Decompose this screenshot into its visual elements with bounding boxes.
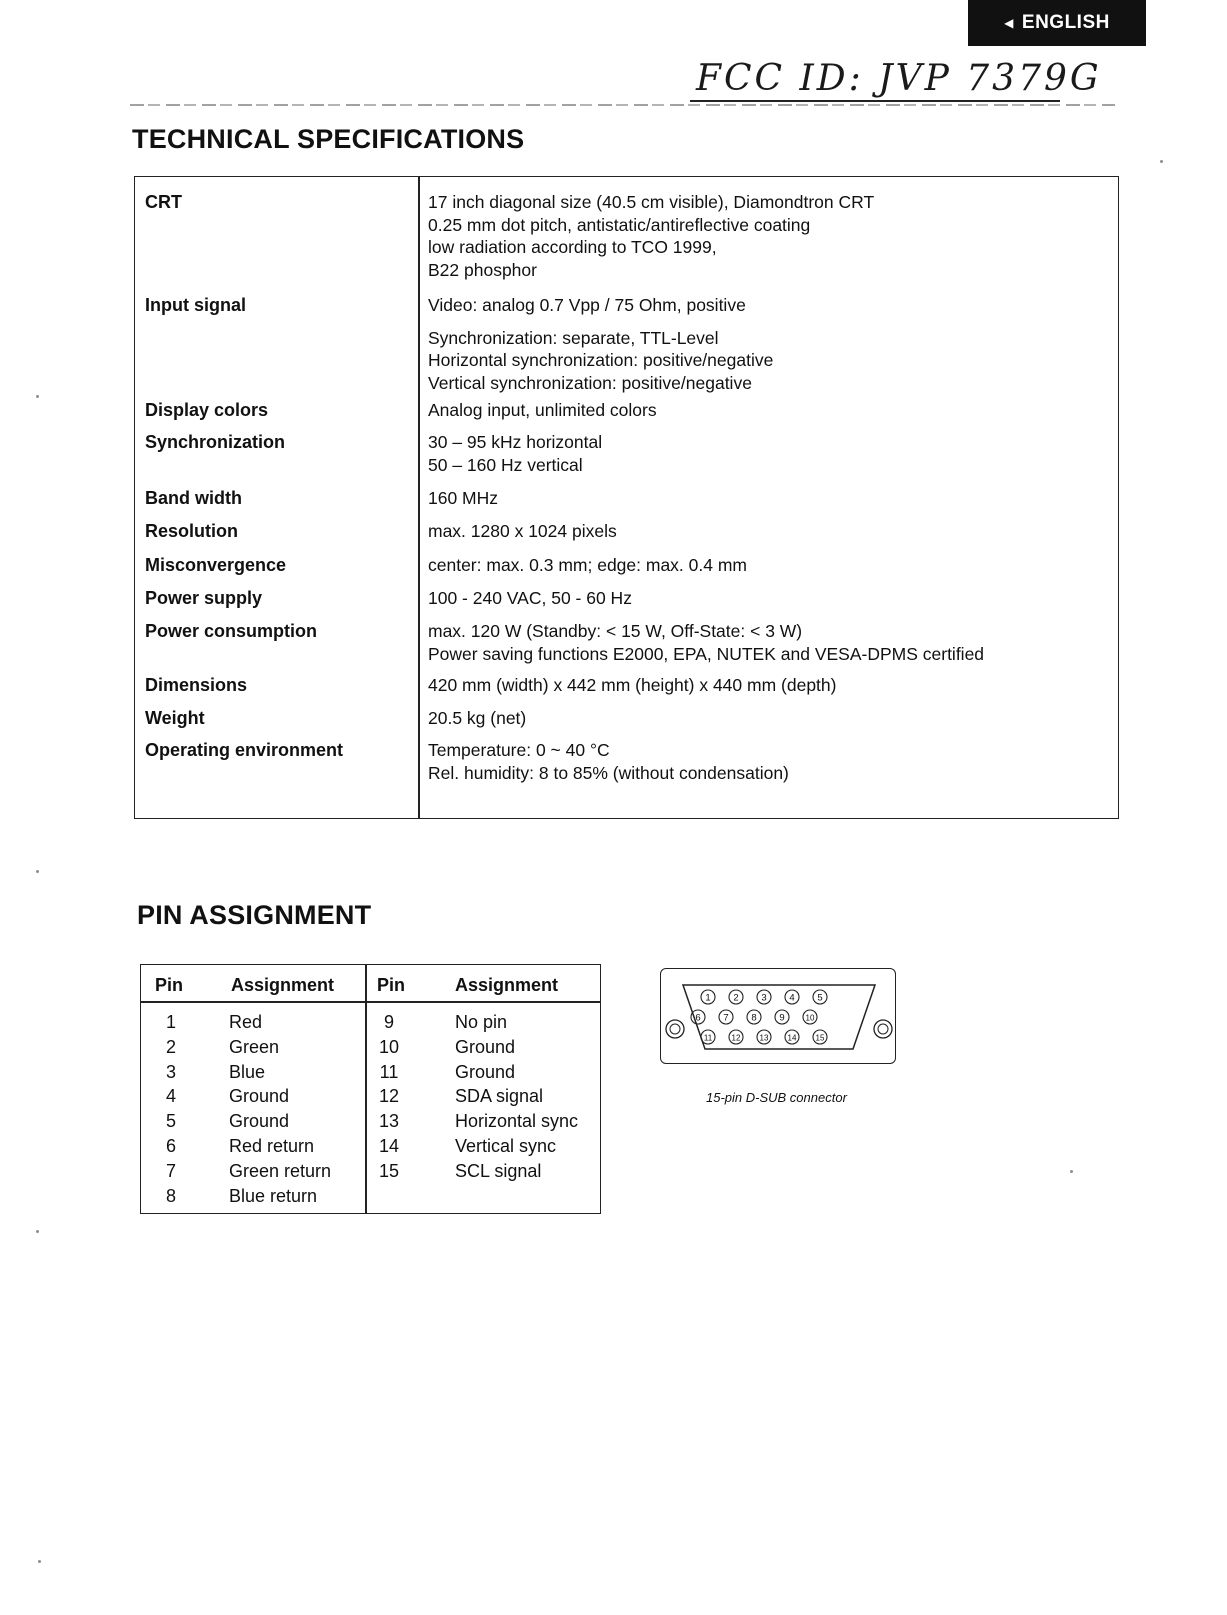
spec-value-line: 30 – 95 kHz horizontal xyxy=(428,432,603,452)
connector-pin-number: 3 xyxy=(761,992,767,1004)
scan-speck xyxy=(36,870,39,873)
scan-speck xyxy=(38,1560,41,1563)
spec-value-line: 17 inch diagonal size (40.5 cm visible), Diamondtron CRT xyxy=(428,192,875,212)
pin-table xyxy=(140,964,601,1214)
spec-table xyxy=(134,176,1119,819)
spec-label: Dimensions xyxy=(145,675,248,695)
pin-assignment: Ground xyxy=(455,1061,516,1082)
pin-number: 8 xyxy=(165,1185,176,1206)
pin-assignment: No pin xyxy=(455,1012,508,1032)
spec-values xyxy=(428,707,526,730)
spec-values xyxy=(428,520,617,543)
spec-label: Misconvergence xyxy=(145,555,287,575)
pin-table-header-rule xyxy=(141,1001,600,1003)
pin-number: 1 xyxy=(165,1012,176,1032)
fcc-underline xyxy=(690,100,1060,102)
pin-number: 9 xyxy=(383,1012,394,1032)
bullet-icon: ◀ xyxy=(1004,16,1014,30)
spec-value-line: 420 mm (width) x 442 mm (height) x 440 mm (depth) xyxy=(428,675,837,695)
mounting-hole-left xyxy=(666,1020,684,1038)
pin-assignment: Horizontal sync xyxy=(455,1111,579,1132)
spec-values xyxy=(428,587,632,610)
spec-label: Synchronization xyxy=(145,432,286,452)
spec-label: Display colors xyxy=(145,400,269,420)
connector-pin-number: 1 xyxy=(705,992,711,1004)
spacer xyxy=(428,317,773,327)
spec-value-line: low radiation according to TCO 1999, xyxy=(428,237,717,257)
pin-number: 13 xyxy=(378,1111,400,1132)
assignment-header-right: Assignment xyxy=(455,975,559,995)
pin-assignment: Green return xyxy=(229,1160,332,1181)
spec-label: Resolution xyxy=(145,521,238,541)
pin-assignment: Ground xyxy=(229,1086,290,1107)
fcc-id-handwritten: FCC ID: JVP 7379G xyxy=(696,58,1102,99)
spec-value-line: max. 120 W (Standby: < 15 W, Off-State: < 3 W) xyxy=(428,621,803,641)
pin-assignment: Blue xyxy=(229,1061,266,1082)
scan-speck xyxy=(1070,1170,1073,1173)
spec-values xyxy=(428,399,657,422)
pin-number: 3 xyxy=(165,1061,176,1082)
pin-section-title: PIN ASSIGNMENT xyxy=(137,900,372,930)
connector-caption: 15-pin D-SUB connector xyxy=(706,1090,847,1105)
scan-speck xyxy=(36,395,39,398)
dsub-connector-diagram xyxy=(660,968,896,1064)
connector-pin-number: 2 xyxy=(733,992,739,1004)
spec-value-line: center: max. 0.3 mm; edge: max. 0.4 mm xyxy=(428,555,747,575)
spec-value-line: max. 1280 x 1024 pixels xyxy=(428,521,617,541)
connector-pin-number: 8 xyxy=(751,1012,757,1024)
spec-values xyxy=(428,674,836,697)
spec-label: Operating environment xyxy=(145,740,344,760)
spec-values xyxy=(428,294,773,394)
pin-assignment: Blue return xyxy=(229,1185,318,1206)
spec-value-line: 20.5 kg (net) xyxy=(428,708,527,728)
pin-assignment: Green xyxy=(229,1036,280,1057)
connector-pin-number: 11 xyxy=(703,1033,713,1043)
spec-label: Power consumption xyxy=(145,621,318,641)
connector-pin-number: 15 xyxy=(815,1033,825,1043)
connector-pin-number: 7 xyxy=(723,1012,729,1024)
pin-assignment: Vertical sync xyxy=(455,1136,557,1156)
connector-pin-number: 4 xyxy=(789,992,795,1004)
connector-pin-number: 10 xyxy=(805,1013,815,1023)
pin-header-left: Pin xyxy=(155,975,184,995)
spec-value-line: 100 - 240 VAC, 50 - 60 Hz xyxy=(428,588,632,608)
pin-number: 2 xyxy=(165,1036,176,1057)
spec-label: Band width xyxy=(145,488,242,508)
connector-pin-number: 12 xyxy=(731,1033,741,1043)
spec-value-line: 0.25 mm dot pitch, antistatic/antireflective coating xyxy=(428,214,811,235)
scan-artifact-line xyxy=(130,104,1115,106)
scan-speck xyxy=(36,1230,39,1233)
pin-assignment: SDA signal xyxy=(455,1086,544,1107)
spec-label: Power supply xyxy=(145,588,263,608)
spec-value-line: Temperature: 0 ~ 40 °C xyxy=(428,740,610,760)
pin-number: 11 xyxy=(379,1061,399,1082)
connector-pin-number: 5 xyxy=(817,992,823,1004)
mounting-hole-left-inner xyxy=(670,1024,680,1034)
spec-value-line: Horizontal synchronization: positive/negative xyxy=(428,350,774,370)
pin-number: 10 xyxy=(378,1036,400,1057)
pin-assignment: Ground xyxy=(229,1111,290,1132)
pin-number: 5 xyxy=(165,1111,176,1132)
spec-value-line: Analog input, unlimited colors xyxy=(428,400,657,420)
language-tab xyxy=(968,0,1146,46)
mounting-hole-right xyxy=(874,1020,892,1038)
spec-values xyxy=(428,620,984,665)
pin-assignment: Red xyxy=(229,1012,263,1032)
pin-assignment: Red return xyxy=(229,1136,315,1156)
dsub-connector-drawing xyxy=(661,969,897,1065)
spec-value-line: Video: analog 0.7 Vpp / 75 Ohm, positive xyxy=(428,295,746,315)
pin-number: 12 xyxy=(378,1086,400,1107)
spec-value-line: Synchronization: separate, TTL-Level xyxy=(428,327,719,348)
spec-value-line: B22 phosphor xyxy=(428,259,537,280)
pin-number: 4 xyxy=(165,1086,176,1107)
spec-value-line: 160 MHz xyxy=(428,488,499,508)
pin-number: 15 xyxy=(378,1160,400,1181)
spec-value-line: Vertical synchronization: positive/negative xyxy=(428,372,752,393)
spec-values xyxy=(428,191,874,281)
spec-section-title: TECHNICAL SPECIFICATIONS xyxy=(132,124,525,154)
spec-values xyxy=(428,431,602,476)
spec-values xyxy=(428,554,747,577)
pin-assignment: SCL signal xyxy=(455,1160,542,1181)
spec-value-line: 50 – 160 Hz vertical xyxy=(428,454,583,475)
pin-assignment: Ground xyxy=(455,1036,516,1057)
connector-pin-number: 13 xyxy=(759,1033,769,1043)
spec-label: Input signal xyxy=(145,295,246,315)
spec-value-line: Rel. humidity: 8 to 85% (without condensation) xyxy=(428,762,789,783)
connector-pin-number: 6 xyxy=(695,1012,701,1024)
pin-number: 7 xyxy=(165,1160,176,1181)
scan-speck xyxy=(1160,160,1163,163)
spec-value-line: Power saving functions E2000, EPA, NUTEK and VESA-DPMS certified xyxy=(428,643,985,664)
pin-number: 14 xyxy=(378,1136,400,1156)
pin-header-right: Pin xyxy=(377,975,406,995)
language-label: ENGLISH xyxy=(1021,12,1110,33)
pin-number: 6 xyxy=(165,1136,176,1156)
spec-column-divider xyxy=(418,177,420,818)
assignment-header-left: Assignment xyxy=(231,975,335,995)
mounting-hole-right-inner xyxy=(878,1024,888,1034)
spec-values xyxy=(428,739,789,784)
connector-pin-number: 9 xyxy=(779,1012,785,1024)
spec-label: CRT xyxy=(145,192,182,212)
spec-values xyxy=(428,487,498,510)
spec-label: Weight xyxy=(145,708,205,728)
connector-pin-number: 14 xyxy=(787,1033,797,1043)
